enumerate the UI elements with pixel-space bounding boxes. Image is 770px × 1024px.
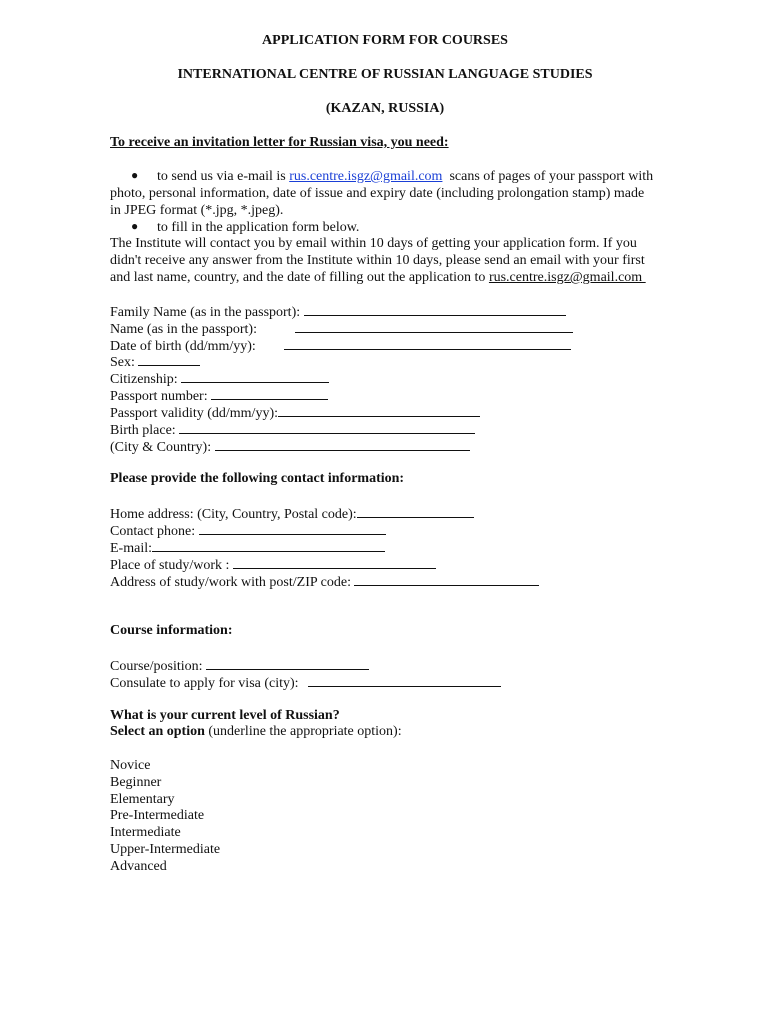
- email-field[interactable]: E-mail:: [110, 538, 385, 557]
- email-link[interactable]: rus.centre.isgz@gmail.com: [289, 169, 443, 184]
- passport-validity-field[interactable]: Passport validity (dd/mm/yy):: [110, 403, 480, 422]
- study-address-field[interactable]: Address of study/work with post/ZIP code:: [110, 572, 539, 591]
- dob-field[interactable]: Date of birth (dd/mm/yy):: [110, 336, 571, 355]
- bullet1-line2: photo, personal information, date of issue and expiry date (including prolongation stamp) made: [110, 186, 645, 201]
- level-instruction: Select an option (underline the appropriate option):: [110, 724, 402, 739]
- city-country-field[interactable]: (City & Country):: [110, 437, 470, 456]
- institution-name: INTERNATIONAL CENTRE OF RUSSIAN LANGUAGE STUDIES: [177, 67, 593, 82]
- intro-heading: To receive an invitation letter for Russian visa, you need:: [110, 135, 449, 150]
- level-question: What is your current level of Russian?: [110, 708, 340, 723]
- course-heading: Course information:: [110, 623, 233, 638]
- passport-number-field[interactable]: Passport number:: [110, 386, 328, 405]
- sex-field[interactable]: Sex:: [110, 352, 200, 371]
- level-option[interactable]: Intermediate: [110, 825, 181, 840]
- note-line3: and last name, country, and the date of filling out the application to rus.centre.isgz@gmail.com: [110, 270, 646, 285]
- level-option[interactable]: Pre-Intermediate: [110, 808, 205, 823]
- bullet1-line3: in JPEG format (*.jpg, *.jpeg).: [110, 203, 284, 218]
- consulate-field[interactable]: Consulate to apply for visa (city):: [110, 673, 501, 692]
- note-email-link[interactable]: rus.centre.isgz@gmail.com: [488, 270, 646, 285]
- institution-location: (KAZAN, RUSSIA): [325, 101, 445, 116]
- note-line1: The Institute will contact you by email within 10 days of getting your application form. If you: [110, 236, 637, 251]
- level-option[interactable]: Upper-Intermediate: [110, 842, 221, 857]
- note-line2: didn't receive any answer from the Institute within 10 days, please send an email with your first: [110, 253, 645, 268]
- family-name-field[interactable]: Family Name (as in the passport):: [110, 302, 566, 321]
- level-option[interactable]: Advanced: [110, 859, 167, 874]
- bullet1-line1: to send us via e-mail is rus.centre.isgz@gmail.com scans of pages of your passport with: [157, 169, 654, 184]
- contact-phone-field[interactable]: Contact phone:: [110, 521, 386, 540]
- level-option[interactable]: Beginner: [110, 775, 162, 790]
- level-option[interactable]: Novice: [110, 758, 151, 773]
- bullet2: to fill in the application form below.: [157, 220, 360, 235]
- place-of-study-field[interactable]: Place of study/work :: [110, 555, 436, 574]
- bullet-icon: ●: [131, 219, 139, 233]
- level-option[interactable]: Elementary: [110, 792, 175, 807]
- home-address-field[interactable]: Home address: (City, Country, Postal code):: [110, 504, 474, 523]
- contact-heading: Please provide the following contact information:: [110, 471, 405, 486]
- birth-place-field[interactable]: Birth place:: [110, 420, 475, 439]
- name-field[interactable]: Name (as in the passport):: [110, 319, 573, 338]
- course-position-field[interactable]: Course/position:: [110, 656, 369, 675]
- citizenship-field[interactable]: Citizenship:: [110, 369, 329, 388]
- bullet-icon: ●: [131, 168, 139, 182]
- form-title: APPLICATION FORM FOR COURSES: [262, 33, 508, 48]
